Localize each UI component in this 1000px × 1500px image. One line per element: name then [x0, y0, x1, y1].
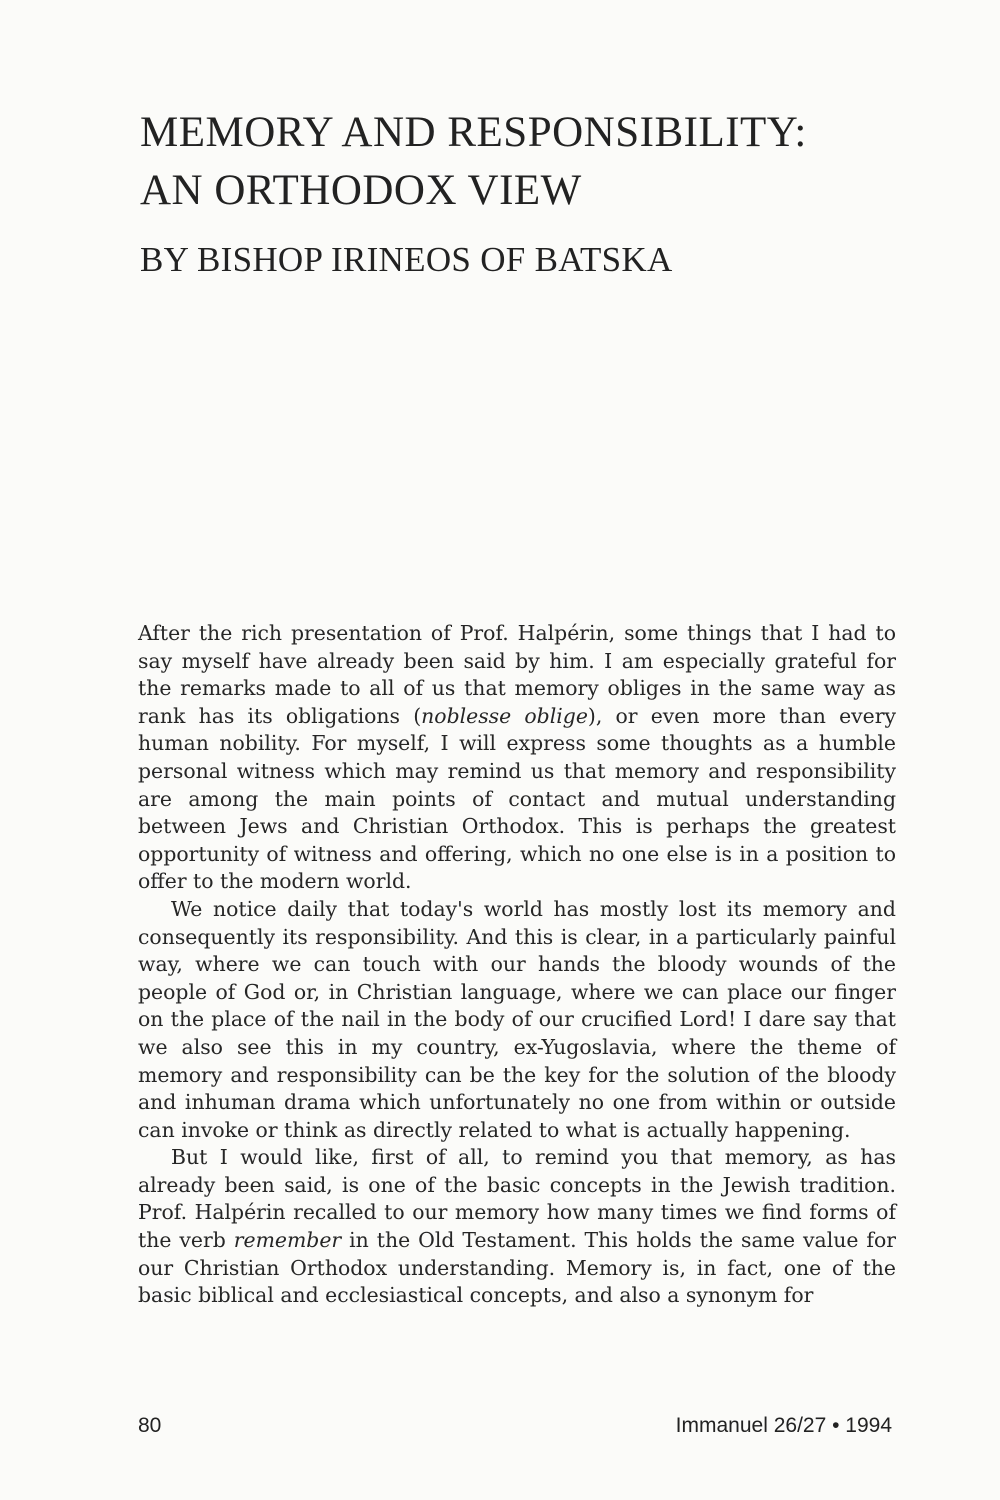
paragraph-1-text-b: ), or even more than every human nobility. For myself, I will express some thoughts as a humble personal witness which may remind us that memory and responsibility are among the main points of contact and mutual understanding between Jews and Christian Orthodox. This is perhaps the greatest opportunity of witness and offering, which no one else is in a position to offer to the modern world.	[138, 703, 896, 894]
paragraph-1-text-a: After the rich presentation of Prof. Halpérin, some things that I had to say myself have already been said by him. I am especially grateful for the remarks made to all of us that memory obliges in the same way as rank has its obligations (	[138, 621, 896, 728]
article-title-line-2: AN ORTHODOX VIEW	[140, 167, 582, 214]
paragraph-1-italic-phrase: noblesse oblige	[421, 703, 588, 728]
paragraph-3-text-a: But I would like, first of all, to remind you that memory, as has already been said, is one of the basic concepts in the Jewish tradition. Prof. Halpérin recalled to our memory how many times we find forms of the verb	[138, 1145, 896, 1253]
article-title-line-1: MEMORY AND RESPONSIBILITY:	[140, 109, 807, 156]
author-byline: BY BISHOP IRINEOS OF BATSKA	[140, 240, 673, 279]
paragraph-3-text-b: in the Old Testament. This holds the same value for our Christian Orthodox understanding. Memory is, in fact, one of the basic biblical and ecclesiastical concepts, and also a synonym for	[138, 1228, 896, 1308]
article-title	[140, 104, 920, 220]
page-number: 80	[138, 1414, 162, 1437]
paragraph-3-italic-word: remember	[233, 1228, 342, 1253]
article-body	[138, 620, 896, 1310]
paragraph-2: We notice daily that today's world has mostly lost its memory and consequently its responsibility. And this is clear, in a particularly painful way, where we can touch with our hands the bloody wounds of the people of God or, in Christian language, where we can place our finger on the place of the nail in the body of our crucified Lord! I dare say that we also see this in my country, ex-Yugoslavia, where the theme of memory and responsibility can be the key for the solution of the bloody and inhuman drama which unfortunately no one from within or outside can invoke or think as directly related to what is actually happening.	[138, 896, 896, 1142]
paragraph-1	[138, 620, 896, 896]
journal-citation: Immanuel 26/27 • 1994	[675, 1414, 892, 1437]
paragraph-3	[138, 1144, 896, 1310]
